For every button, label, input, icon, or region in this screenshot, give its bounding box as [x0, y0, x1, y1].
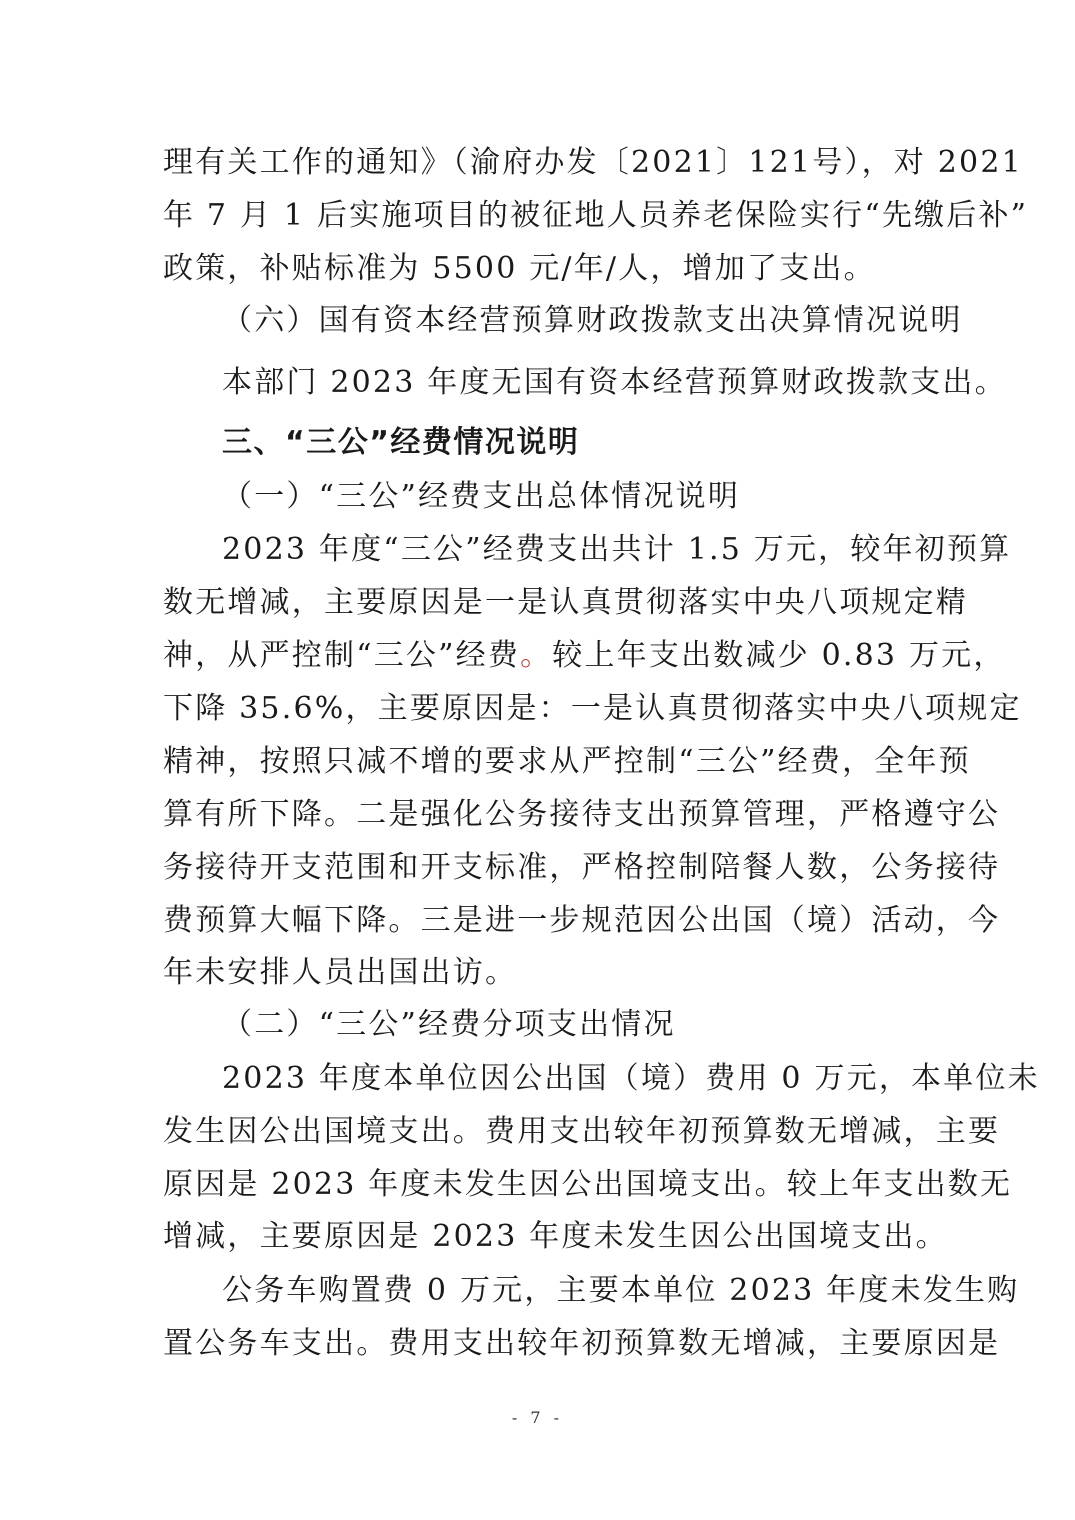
- red-punctuation: 。: [520, 638, 553, 673]
- section-heading-2: （二）“三公”经费分项支出情况: [222, 1007, 676, 1042]
- paragraph-line: 原因是 2023 年度未发生因公出国境支出。较上年支出数无: [163, 1167, 1013, 1202]
- paragraph-line: 政策，补贴标准为 5500 元/年/人，增加了支出。: [163, 251, 876, 286]
- paragraph-line: 增减，主要原因是 2023 年度未发生因公出国境支出。: [163, 1219, 948, 1254]
- paragraph-line: 本部门 2023 年度无国有资本经营预算财政拨款支出。: [222, 365, 1007, 400]
- paragraph-line: 公务车购置费 0 万元，主要本单位 2023 年度未发生购: [222, 1273, 1020, 1308]
- paragraph-line: 下降 35.6%，主要原因是：一是认真贯彻落实中央八项规定: [163, 691, 1022, 726]
- section-heading-6: （六）国有资本经营预算财政拨款支出决算情况说明: [222, 303, 963, 338]
- paragraph-line: 置公务车支出。费用支出较年初预算数无增减，主要原因是: [163, 1326, 1001, 1361]
- paragraph-line: 2023 年度本单位因公出国（境）费用 0 万元，本单位未: [222, 1061, 1040, 1096]
- paragraph-line: 精神，按照只减不增的要求从严控制“三公”经费，全年预: [163, 744, 971, 779]
- paragraph-line: 数无增减，主要原因是一是认真贯彻落实中央八项规定精: [163, 585, 968, 620]
- section-heading-1: （一）“三公”经费支出总体情况说明: [222, 479, 741, 514]
- paragraph-line: 年未安排人员出国出访。: [163, 955, 518, 990]
- chapter-heading-3: 三、“三公”经费情况说明: [222, 425, 580, 460]
- paragraph-line: 务接待开支范围和开支标准，严格控制陪餐人数，公务接待: [163, 850, 1001, 885]
- paragraph-line: 发生因公出国境支出。费用支出较年初预算数无增减，主要: [163, 1114, 1001, 1149]
- paragraph-line: 2023 年度“三公”经费支出共计 1.5 万元，较年初预算: [222, 532, 1012, 567]
- page-number: - 7 -: [511, 1408, 564, 1427]
- paragraph-line: 理有关工作的通知》（渝府办发〔2021〕121号），对 2021: [163, 145, 1023, 180]
- paragraph-line: 费预算大幅下降。三是进一步规范因公出国（境）活动，今: [163, 903, 1001, 938]
- text-span: 神，从严控制“三公”经费: [163, 638, 521, 673]
- paragraph-line: 算有所下降。二是强化公务接待支出预算管理，严格遵守公: [163, 797, 1001, 832]
- paragraph-line: [0, 636, 1075, 676]
- text-span: 较上年支出数减少 0.83 万元，: [552, 638, 1006, 673]
- paragraph-line: 年 7 月 1 后实施项目的被征地人员养老保险实行“先缴后补”: [163, 198, 1029, 233]
